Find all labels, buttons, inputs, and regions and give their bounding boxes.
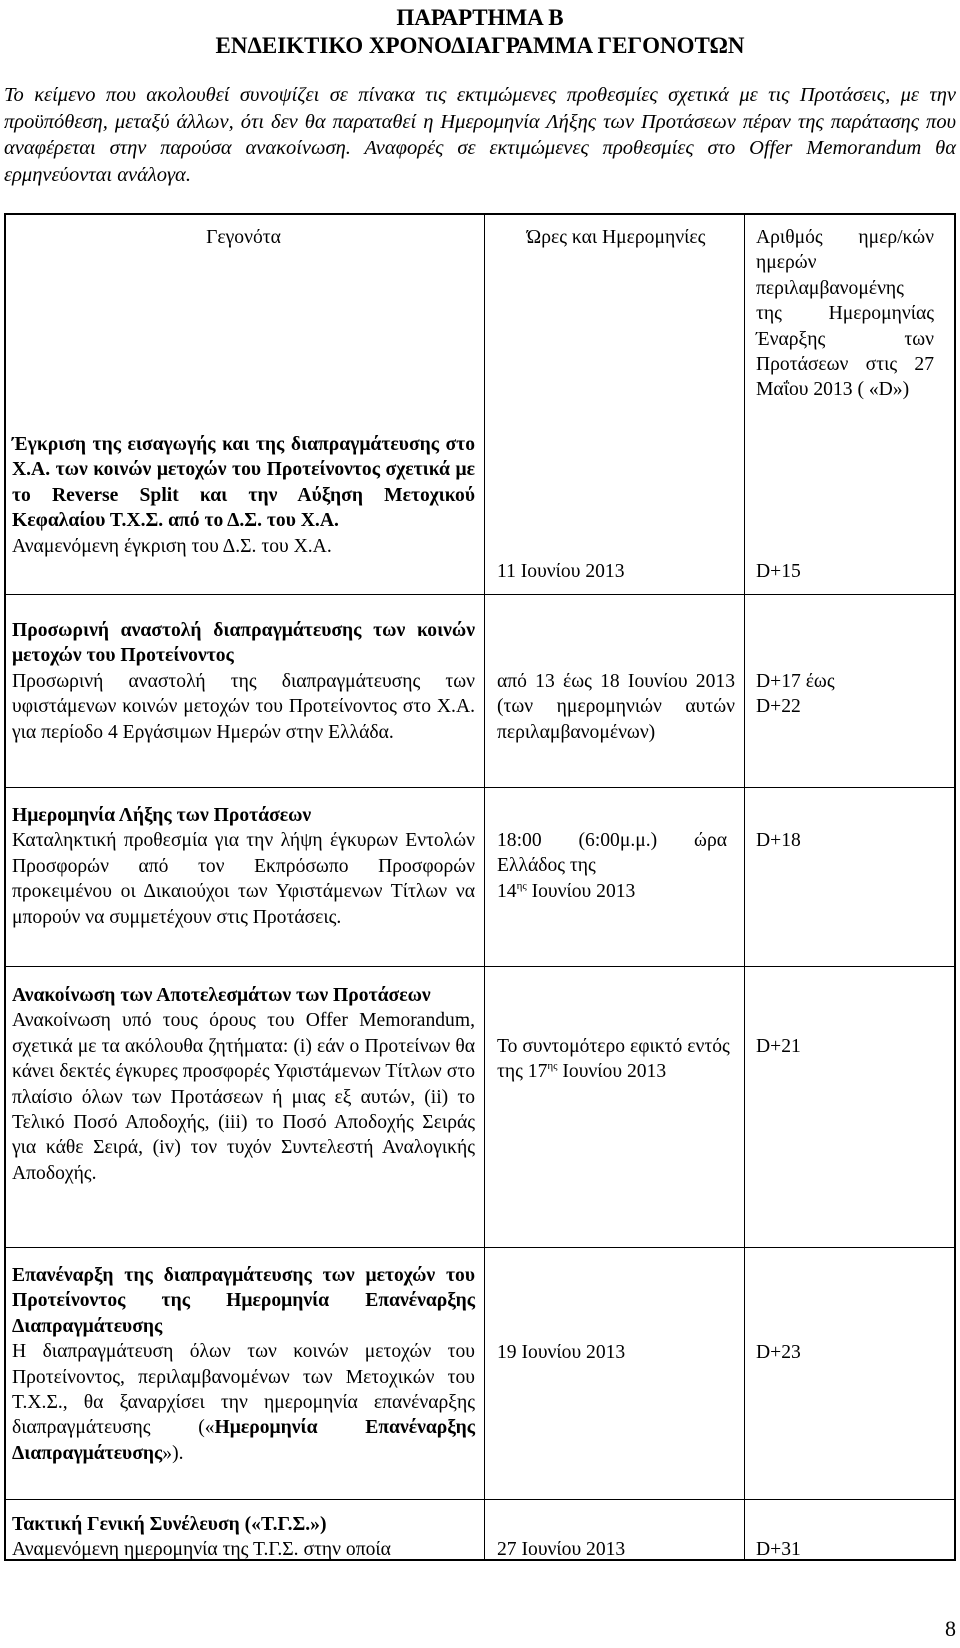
event-title: Ανακοίνωση των Αποτελεσμάτων των Προτάσεων xyxy=(12,985,431,1006)
table-row xyxy=(12,803,475,930)
event-date-line: 18:00 (6:00μ.μ.) ώρα Ελλάδος της xyxy=(497,830,727,877)
header-days: Αριθμός ημερ/κών ημερών περιλαμβανομένης της Ημερομηνίας Έναρξης των Προτάσεων στις 27 Μαΐου 2013 ( «D») xyxy=(756,227,934,401)
event-date: 11 Ιουνίου 2013 xyxy=(497,561,625,582)
table-row xyxy=(12,983,475,1186)
table-row xyxy=(12,1263,475,1466)
event-title: Προσωρινή αναστολή διαπραγμάτευσης των κοινών μετοχών του Προτείνοντος xyxy=(12,620,475,667)
event-description: Αναμενόμενη έγκριση του Δ.Σ. του Χ.Α. xyxy=(12,535,332,557)
event-title: Επανέναρξη της διαπραγμάτευσης των μετοχών του Προτείνοντος της Ημερομηνία Επανέναρξης Διαπραγμάτευσης xyxy=(12,1265,475,1337)
event-title: Έγκριση της εισαγωγής και της διαπραγμάτευσης στο Χ.Α. των κοινών μετοχών του Προτείνοντος σχετικά με το Reverse Split και την Αύξηση Μετοχικού Κεφαλαίου Τ.Χ.Σ. από το Δ.Σ. του Χ.Α. xyxy=(12,434,475,532)
table-row xyxy=(12,432,475,559)
event-description: Ανακοίνωση υπό τους όρους του Offer Memorandum, σχετικά με τα ακόλουθα ζητήματα: (i) εάν ο Προτείνων θα κάνει δεκτές έγκυρες προσφορές Υφιστάμενων Τίτλων στο πλαίσιο όλων των Προτάσεων ή μιας εξ αυτών, (ii) το Τελικό Ποσό Αποδοχής, (iii) το Ποσό Αποδοχής Σειράς για κάθε Σειρά, (iv) τον τυχόν Συντελεστή Αναλογικής Αποδοχής. xyxy=(12,1010,475,1184)
event-day: D+23 xyxy=(756,1342,801,1363)
event-title: Ημερομηνία Λήξης των Προτάσεων xyxy=(12,805,312,826)
page-subtitle: ΕΝΔΕΙΚΤΙΚΟ ΧΡΟΝΟΔΙΑΓΡΑΜΜΑ ΓΕΓΟΝΟΤΩΝ xyxy=(215,33,745,58)
header-dates: Ώρες και Ημερομηνίες xyxy=(526,227,706,248)
event-date: 19 Ιουνίου 2013 xyxy=(497,1342,626,1363)
event-day: D+15 xyxy=(756,561,801,582)
event-day: D+17 έως D+22 xyxy=(756,671,835,718)
table-row xyxy=(12,618,475,745)
event-day: D+31 xyxy=(756,1539,801,1560)
intro-paragraph: Το κείμενο που ακολουθεί συνοψίζει σε πίνακα τις εκτιμώμενες προθεσμίες σχετικά με τις Προτάσεις, με την προϋπόθεση, μεταξύ άλλων, ότι δεν θα παραταθεί η Ημερομηνία Λήξης των Προτάσεων πέραν της παράτασης που αναφέρεται στην παρούσα ανακοίνωση. Αναφορές σε εκτιμώμενες προθεσμίες στο Offer Memorandum θα ερμηνεύονται ανάλογα. xyxy=(4,84,956,186)
page-title: ΠΑΡΑΡΤΗΜΑ Β xyxy=(396,5,564,30)
event-date: από 13 έως 18 Ιουνίου 2013 (των ημερομηνιών αυτών περιλαμβανομένων) xyxy=(497,671,735,743)
event-date: 27 Ιουνίου 2013 xyxy=(497,1539,626,1560)
header-events: Γεγονότα xyxy=(206,227,281,248)
event-day: D+21 xyxy=(756,1036,801,1057)
event-date xyxy=(497,828,727,904)
event-description: Προσωρινή αναστολή της διαπραγμάτευσης των υφιστάμενων κοινών μετοχών του Προτείνοντος στο Χ.Α. για περίοδο 4 Εργάσιμων Ημερών στην Ελλάδα. xyxy=(12,670,475,743)
event-date-line: $14^{\eta\varsigma}$ Ιουνίου 2013 xyxy=(497,879,636,902)
table-row xyxy=(12,1512,475,1563)
event-description: Αναμενόμενη ημερομηνία της Τ.Γ.Σ. στην οποία xyxy=(12,1539,391,1561)
page-number: 8 xyxy=(945,1616,956,1641)
event-date: Το συντομότερο εφικτό εντός της $17^{\eta\varsigma}$ Ιουνίου 2013 xyxy=(497,1036,730,1083)
event-description: Καταληκτική προθεσμία για την λήψη έγκυρων Εντολών Προσφορών από τον Εκπρόσωπο Προσφορών προκειμένου οι Δικαιούχοι των Υφιστάμενων Τίτλων να μπορούν να συμμετέχουν στις Προτάσεις. xyxy=(12,830,475,928)
event-title: Τακτική Γενική Συνέλευση («Τ.Γ.Σ.») xyxy=(12,1514,327,1535)
event-day: D+18 xyxy=(756,830,801,851)
event-description: Η διαπραγμάτευση όλων των κοινών μετοχών του Προτείνοντος, περιλαμβανομένων των Μετοχικών του Τ.Χ.Σ., θα ξαναρχίσει την ημερομηνία επανέναρξης διαπραγμάτευσης («Ημερομηνία Επανέναρξης Διαπραγμάτευσης»). xyxy=(12,1341,475,1464)
